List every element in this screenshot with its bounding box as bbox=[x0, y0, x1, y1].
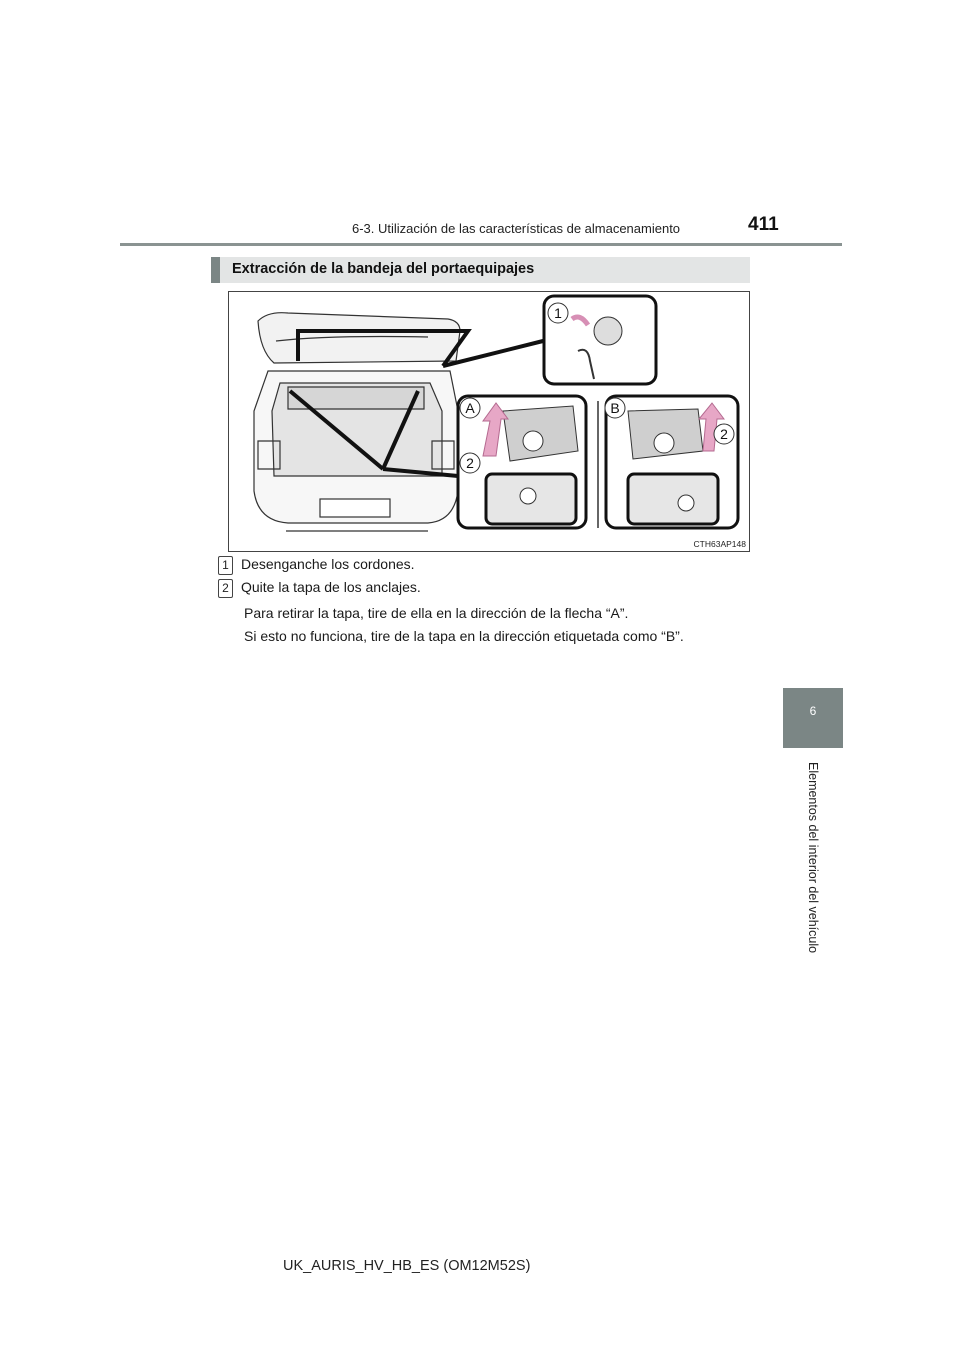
header-divider bbox=[120, 243, 842, 246]
figure-code: CTH63AP148 bbox=[693, 539, 746, 549]
chapter-side-label: Elementos del interior del vehículo bbox=[806, 762, 820, 954]
callout-1: 1 bbox=[554, 305, 562, 321]
car-rear-drawing bbox=[254, 313, 460, 531]
step-1-number: 1 bbox=[218, 556, 233, 575]
step-1 bbox=[218, 556, 415, 575]
note-direction-b: Si esto no funciona, tire de la tapa en la dirección etiquetada como “B”. bbox=[244, 628, 684, 644]
step-2 bbox=[218, 579, 421, 598]
step-2-number: 2 bbox=[218, 579, 233, 598]
chapter-tab[interactable] bbox=[783, 688, 843, 748]
footer-doc-code: UK_AURIS_HV_HB_ES (OM12M52S) bbox=[283, 1258, 531, 1274]
section-heading bbox=[211, 257, 750, 283]
callout-2a: 2 bbox=[466, 455, 474, 471]
step-1-text: Desenganche los cordones. bbox=[241, 556, 415, 573]
page-number: 411 bbox=[748, 214, 779, 235]
callout-a: A bbox=[465, 400, 475, 416]
header-section-title: 6-3. Utilización de las características de almacenamiento bbox=[352, 221, 681, 236]
section-heading-text: Extracción de la bandeja del portaequipajes bbox=[232, 261, 535, 277]
step-2-text: Quite la tapa de los anclajes. bbox=[241, 579, 421, 596]
chapter-number: 6 bbox=[809, 704, 817, 718]
callout-2b: 2 bbox=[720, 426, 728, 442]
callout-b: B bbox=[610, 400, 620, 416]
note-direction-a: Para retirar la tapa, tire de ella en la dirección de la flecha “A”. bbox=[244, 605, 629, 621]
luggage-cover-illustration bbox=[228, 291, 750, 552]
